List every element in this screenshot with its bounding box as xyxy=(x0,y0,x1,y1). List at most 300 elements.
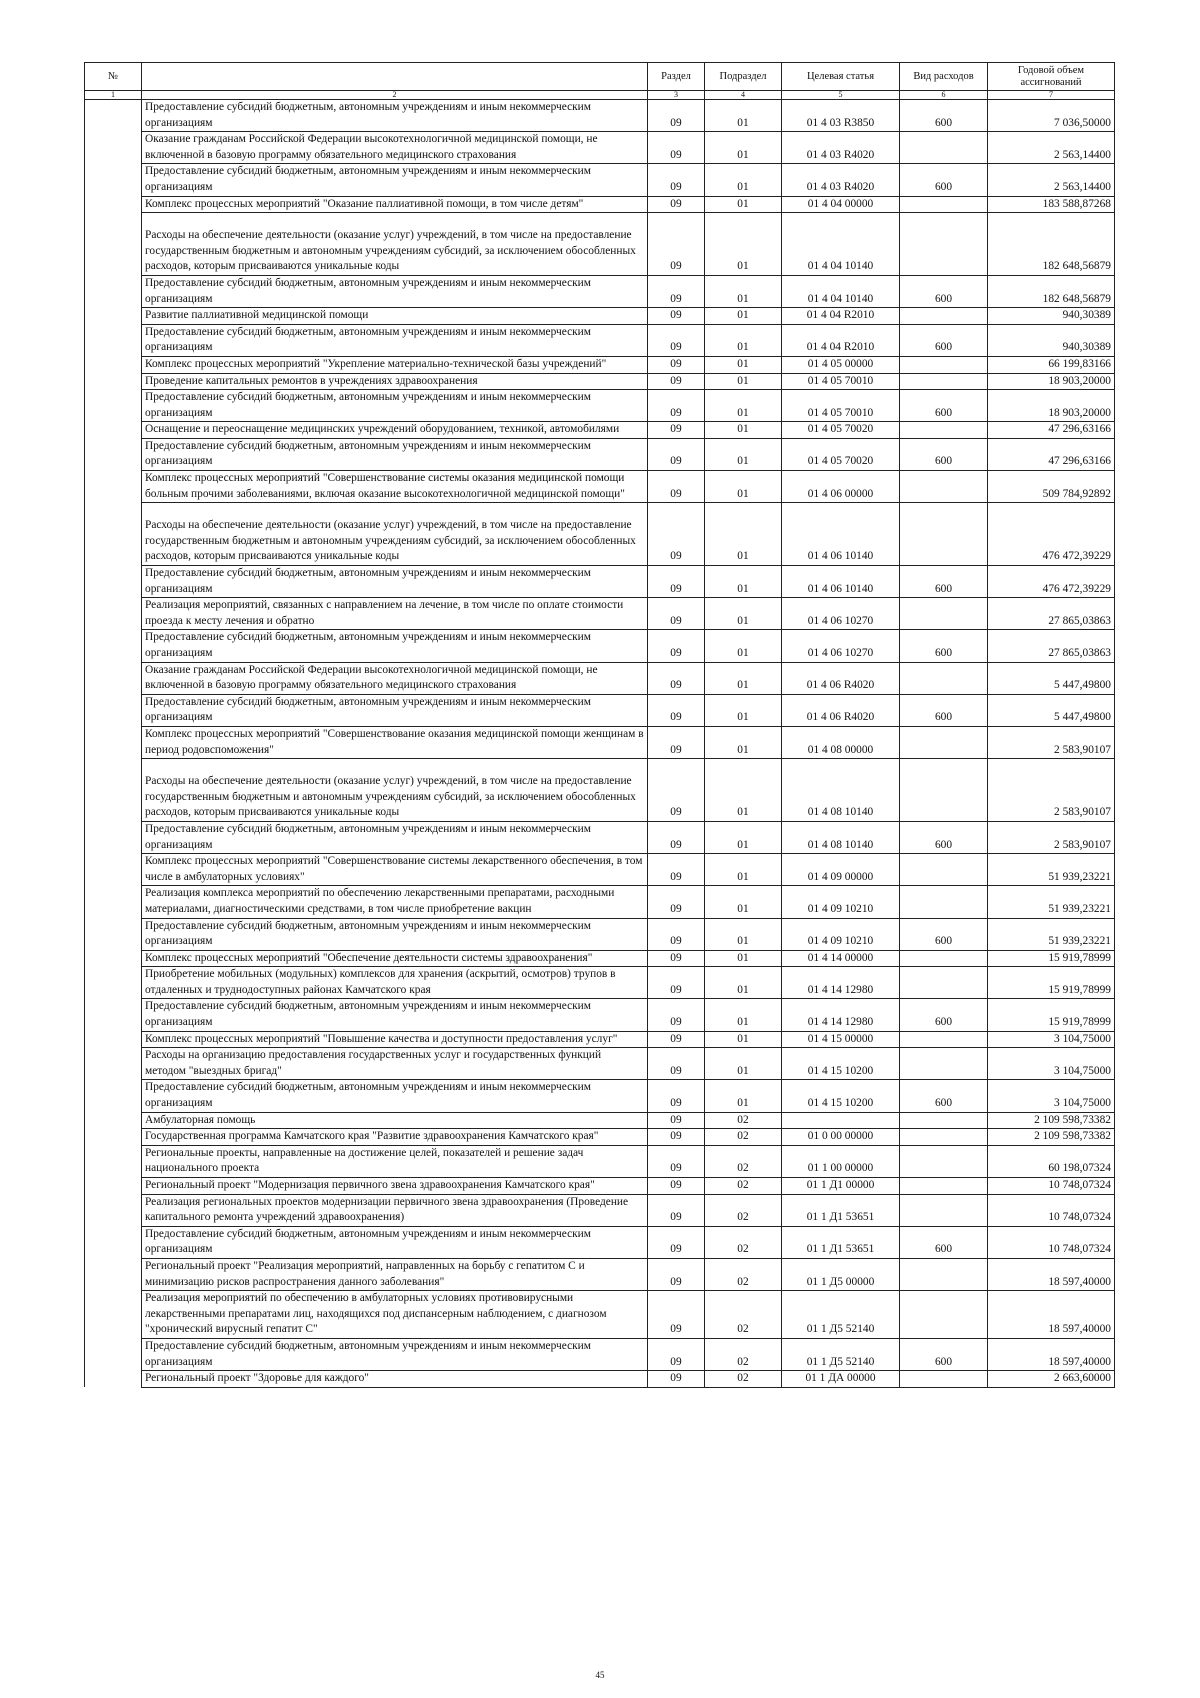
table-row xyxy=(85,100,1115,132)
budget-table-sheet xyxy=(84,62,1114,1388)
row-podrazdel-cell: 02 xyxy=(705,1194,782,1226)
row-sum-cell: 27 865,03863 xyxy=(988,630,1115,662)
row-razdel-cell: 09 xyxy=(648,1194,705,1226)
row-name-cell: Предоставление субсидий бюджетным, автономным учреждениям и иным некоммерческим организациям xyxy=(142,100,648,132)
row-num-cell xyxy=(85,1338,142,1370)
row-cs-cell: 01 4 06 10270 xyxy=(782,630,900,662)
colnum-6: 6 xyxy=(900,91,988,100)
row-name-cell: Государственная программа Камчатского края "Развитие здравоохранения Камчатского края" xyxy=(142,1129,648,1146)
row-sum-cell: 27 865,03863 xyxy=(988,598,1115,630)
row-razdel-cell: 09 xyxy=(648,471,705,503)
row-num-cell xyxy=(85,471,142,503)
row-vid-cell: 600 xyxy=(900,324,988,356)
row-razdel-cell: 09 xyxy=(648,356,705,373)
row-num-cell xyxy=(85,164,142,196)
row-sum-cell: 18 597,40000 xyxy=(988,1258,1115,1290)
row-vid-cell xyxy=(900,1194,988,1226)
row-name-cell: Проведение капитальных ремонтов в учреждениях здравоохранения xyxy=(142,373,648,390)
table-row xyxy=(85,1129,1115,1146)
row-podrazdel-cell: 01 xyxy=(705,471,782,503)
row-name-cell: Предоставление субсидий бюджетным, автономным учреждениям и иным некоммерческим организациям xyxy=(142,566,648,598)
row-podrazdel-cell: 01 xyxy=(705,390,782,422)
table-row xyxy=(85,1194,1115,1226)
row-podrazdel-cell: 01 xyxy=(705,373,782,390)
row-num-cell xyxy=(85,1112,142,1129)
table-row xyxy=(85,918,1115,950)
row-num-cell xyxy=(85,1048,142,1080)
row-num-cell xyxy=(85,1031,142,1048)
row-cs-cell: 01 4 14 12980 xyxy=(782,967,900,999)
row-vid-cell: 600 xyxy=(900,1338,988,1370)
table-row xyxy=(85,1338,1115,1370)
row-razdel-cell: 09 xyxy=(648,196,705,213)
row-vid-cell xyxy=(900,1031,988,1048)
header-name xyxy=(142,63,648,91)
row-cs-cell: 01 0 00 00000 xyxy=(782,1129,900,1146)
row-vid-cell xyxy=(900,886,988,918)
row-podrazdel-cell: 01 xyxy=(705,196,782,213)
row-razdel-cell: 09 xyxy=(648,324,705,356)
row-num-cell xyxy=(85,694,142,726)
row-name-cell: Расходы на обеспечение деятельности (оказание услуг) учреждений, в том числе на предоставление государственным бюджетным и автономным учреждениям субсидий, за исключением обособленных расходов, которым присваиваются уникальные коды xyxy=(142,759,648,822)
row-name-cell: Расходы на организацию предоставления государственных услуг и государственных функций методом "выездных бригад" xyxy=(142,1048,648,1080)
row-razdel-cell: 09 xyxy=(648,662,705,694)
row-name-cell: Региональный проект "Здоровье для каждого" xyxy=(142,1371,648,1388)
row-podrazdel-cell: 01 xyxy=(705,726,782,758)
row-sum-cell: 3 104,75000 xyxy=(988,1080,1115,1112)
row-razdel-cell: 09 xyxy=(648,503,705,566)
row-sum-cell: 3 104,75000 xyxy=(988,1048,1115,1080)
row-sum-cell: 15 919,78999 xyxy=(988,950,1115,967)
row-num-cell xyxy=(85,503,142,566)
row-name-cell: Предоставление субсидий бюджетным, автономным учреждениям и иным некоммерческим организациям xyxy=(142,1226,648,1258)
row-sum-cell: 940,30389 xyxy=(988,324,1115,356)
table-row xyxy=(85,821,1115,853)
row-num-cell xyxy=(85,1291,142,1339)
row-razdel-cell: 09 xyxy=(648,164,705,196)
row-vid-cell xyxy=(900,1145,988,1177)
row-sum-cell: 5 447,49800 xyxy=(988,662,1115,694)
header-sum: Годовой объем ассигнований xyxy=(988,63,1115,91)
row-sum-cell: 2 563,14400 xyxy=(988,132,1115,164)
row-num-cell xyxy=(85,324,142,356)
row-podrazdel-cell: 02 xyxy=(705,1258,782,1290)
row-cs-cell: 01 1 00 00000 xyxy=(782,1145,900,1177)
row-name-cell: Предоставление субсидий бюджетным, автономным учреждениям и иным некоммерческим организациям xyxy=(142,390,648,422)
row-razdel-cell: 09 xyxy=(648,308,705,325)
table-row xyxy=(85,1258,1115,1290)
row-sum-cell: 940,30389 xyxy=(988,308,1115,325)
table-row xyxy=(85,471,1115,503)
row-name-cell: Комплекс процессных мероприятий "Оказание паллиативной помощи, в том числе детям" xyxy=(142,196,648,213)
row-podrazdel-cell: 01 xyxy=(705,356,782,373)
row-cs-cell: 01 4 04 00000 xyxy=(782,196,900,213)
row-name-cell: Предоставление субсидий бюджетным, автономным учреждениям и иным некоммерческим организациям xyxy=(142,438,648,470)
row-razdel-cell: 09 xyxy=(648,213,705,276)
header-celevaya: Целевая статья xyxy=(782,63,900,91)
row-podrazdel-cell: 01 xyxy=(705,132,782,164)
row-name-cell: Региональный проект "Модернизация первичного звена здравоохранения Камчатского края" xyxy=(142,1178,648,1195)
row-sum-cell: 183 588,87268 xyxy=(988,196,1115,213)
row-num-cell xyxy=(85,886,142,918)
row-sum-cell: 182 648,56879 xyxy=(988,213,1115,276)
row-cs-cell: 01 1 ДА 00000 xyxy=(782,1371,900,1388)
row-podrazdel-cell: 01 xyxy=(705,308,782,325)
row-sum-cell: 18 597,40000 xyxy=(988,1291,1115,1339)
row-podrazdel-cell: 01 xyxy=(705,759,782,822)
row-cs-cell: 01 4 09 00000 xyxy=(782,854,900,886)
row-sum-cell: 2 563,14400 xyxy=(988,164,1115,196)
row-vid-cell: 600 xyxy=(900,694,988,726)
row-cs-cell: 01 1 Д1 00000 xyxy=(782,1178,900,1195)
row-razdel-cell: 09 xyxy=(648,598,705,630)
row-vid-cell xyxy=(900,1048,988,1080)
row-podrazdel-cell: 01 xyxy=(705,854,782,886)
row-podrazdel-cell: 01 xyxy=(705,999,782,1031)
row-razdel-cell: 09 xyxy=(648,999,705,1031)
table-header-row xyxy=(85,63,1115,91)
row-razdel-cell: 09 xyxy=(648,918,705,950)
row-sum-cell: 51 939,23221 xyxy=(988,918,1115,950)
row-razdel-cell: 09 xyxy=(648,1226,705,1258)
row-cs-cell: 01 4 04 10140 xyxy=(782,213,900,276)
row-vid-cell xyxy=(900,967,988,999)
row-vid-cell xyxy=(900,196,988,213)
row-vid-cell xyxy=(900,950,988,967)
row-razdel-cell: 09 xyxy=(648,1371,705,1388)
row-vid-cell xyxy=(900,1178,988,1195)
row-name-cell: Комплекс процессных мероприятий "Повышение качества и доступности предоставления услуг" xyxy=(142,1031,648,1048)
row-razdel-cell: 09 xyxy=(648,373,705,390)
row-podrazdel-cell: 01 xyxy=(705,598,782,630)
row-sum-cell: 18 903,20000 xyxy=(988,373,1115,390)
row-vid-cell xyxy=(900,1112,988,1129)
row-vid-cell: 600 xyxy=(900,1080,988,1112)
row-vid-cell xyxy=(900,422,988,439)
row-sum-cell: 2 109 598,73382 xyxy=(988,1112,1115,1129)
table-row xyxy=(85,630,1115,662)
row-podrazdel-cell: 01 xyxy=(705,503,782,566)
row-num-cell xyxy=(85,1226,142,1258)
row-sum-cell: 47 296,63166 xyxy=(988,422,1115,439)
table-row xyxy=(85,373,1115,390)
row-cs-cell: 01 4 04 R2010 xyxy=(782,324,900,356)
row-razdel-cell: 09 xyxy=(648,1080,705,1112)
row-razdel-cell: 09 xyxy=(648,886,705,918)
header-podrazdel: Подраздел xyxy=(705,63,782,91)
row-podrazdel-cell: 01 xyxy=(705,422,782,439)
table-row xyxy=(85,566,1115,598)
row-num-cell xyxy=(85,1178,142,1195)
row-razdel-cell: 09 xyxy=(648,967,705,999)
row-cs-cell: 01 1 Д5 52140 xyxy=(782,1338,900,1370)
row-vid-cell xyxy=(900,854,988,886)
row-cs-cell: 01 4 06 10140 xyxy=(782,566,900,598)
row-vid-cell xyxy=(900,1371,988,1388)
row-num-cell xyxy=(85,275,142,307)
table-row xyxy=(85,854,1115,886)
row-name-cell: Предоставление субсидий бюджетным, автономным учреждениям и иным некоммерческим организациям xyxy=(142,1080,648,1112)
row-num-cell xyxy=(85,1371,142,1388)
row-razdel-cell: 09 xyxy=(648,1291,705,1339)
row-num-cell xyxy=(85,438,142,470)
row-cs-cell: 01 4 05 70020 xyxy=(782,422,900,439)
row-num-cell xyxy=(85,950,142,967)
row-cs-cell: 01 4 05 70020 xyxy=(782,438,900,470)
table-body xyxy=(85,100,1115,1388)
table-row xyxy=(85,275,1115,307)
row-num-cell xyxy=(85,1080,142,1112)
row-razdel-cell: 09 xyxy=(648,854,705,886)
row-cs-cell: 01 4 08 00000 xyxy=(782,726,900,758)
row-razdel-cell: 09 xyxy=(648,726,705,758)
row-vid-cell: 600 xyxy=(900,1226,988,1258)
row-cs-cell: 01 4 06 10140 xyxy=(782,503,900,566)
table-row xyxy=(85,196,1115,213)
row-vid-cell xyxy=(900,598,988,630)
row-num-cell xyxy=(85,967,142,999)
row-cs-cell: 01 4 04 10140 xyxy=(782,275,900,307)
row-sum-cell: 18 597,40000 xyxy=(988,1338,1115,1370)
header-vid: Вид расходов xyxy=(900,63,988,91)
row-name-cell: Расходы на обеспечение деятельности (оказание услуг) учреждений, в том числе на предоставление государственным бюджетным и автономным учреждениям субсидий, за исключением обособленных расходов, которым присваиваются уникальные коды xyxy=(142,213,648,276)
row-razdel-cell: 09 xyxy=(648,422,705,439)
row-name-cell: Комплекс процессных мероприятий "Укрепление материально-технической базы учреждений" xyxy=(142,356,648,373)
row-sum-cell: 2 583,90107 xyxy=(988,726,1115,758)
row-podrazdel-cell: 02 xyxy=(705,1226,782,1258)
row-podrazdel-cell: 01 xyxy=(705,694,782,726)
row-num-cell xyxy=(85,100,142,132)
column-number-row xyxy=(85,91,1115,100)
row-podrazdel-cell: 01 xyxy=(705,1031,782,1048)
row-podrazdel-cell: 02 xyxy=(705,1129,782,1146)
row-razdel-cell: 09 xyxy=(648,566,705,598)
row-cs-cell: 01 4 03 R4020 xyxy=(782,132,900,164)
row-cs-cell: 01 4 05 70010 xyxy=(782,373,900,390)
row-podrazdel-cell: 01 xyxy=(705,566,782,598)
table-row xyxy=(85,967,1115,999)
table-row xyxy=(85,438,1115,470)
row-vid-cell: 600 xyxy=(900,390,988,422)
row-vid-cell: 600 xyxy=(900,999,988,1031)
table-row xyxy=(85,726,1115,758)
row-name-cell: Оказание гражданам Российской Федерации высокотехнологичной медицинской помощи, не включенной в базовую программу обязательного медицинского страхования xyxy=(142,132,648,164)
row-vid-cell xyxy=(900,759,988,822)
row-num-cell xyxy=(85,422,142,439)
row-razdel-cell: 09 xyxy=(648,1129,705,1146)
row-cs-cell: 01 4 15 10200 xyxy=(782,1080,900,1112)
row-name-cell: Реализация региональных проектов модернизации первичного звена здравоохранения (Проведение капитального ремонта учреждений здравоохранения) xyxy=(142,1194,648,1226)
row-num-cell xyxy=(85,390,142,422)
row-sum-cell: 15 919,78999 xyxy=(988,967,1115,999)
colnum-2: 2 xyxy=(142,91,648,100)
row-vid-cell xyxy=(900,373,988,390)
row-sum-cell: 2 109 598,73382 xyxy=(988,1129,1115,1146)
row-cs-cell: 01 4 03 R3850 xyxy=(782,100,900,132)
row-podrazdel-cell: 01 xyxy=(705,1080,782,1112)
row-podrazdel-cell: 01 xyxy=(705,630,782,662)
row-podrazdel-cell: 02 xyxy=(705,1145,782,1177)
row-vid-cell: 600 xyxy=(900,566,988,598)
row-vid-cell: 600 xyxy=(900,630,988,662)
row-vid-cell xyxy=(900,213,988,276)
row-razdel-cell: 09 xyxy=(648,1145,705,1177)
row-num-cell xyxy=(85,1258,142,1290)
budget-table xyxy=(84,62,1115,1388)
row-name-cell: Предоставление субсидий бюджетным, автономным учреждениям и иным некоммерческим организациям xyxy=(142,630,648,662)
row-sum-cell: 66 199,83166 xyxy=(988,356,1115,373)
row-vid-cell: 600 xyxy=(900,821,988,853)
colnum-7: 7 xyxy=(988,91,1115,100)
row-cs-cell: 01 4 05 70010 xyxy=(782,390,900,422)
row-razdel-cell: 09 xyxy=(648,1031,705,1048)
row-cs-cell: 01 4 15 10200 xyxy=(782,1048,900,1080)
row-podrazdel-cell: 01 xyxy=(705,918,782,950)
row-num-cell xyxy=(85,213,142,276)
row-num-cell xyxy=(85,308,142,325)
row-name-cell: Региональные проекты, направленные на достижение целей, показателей и решение задач национального проекта xyxy=(142,1145,648,1177)
row-podrazdel-cell: 01 xyxy=(705,821,782,853)
row-name-cell: Предоставление субсидий бюджетным, автономным учреждениям и иным некоммерческим организациям xyxy=(142,999,648,1031)
row-podrazdel-cell: 01 xyxy=(705,1048,782,1080)
row-razdel-cell: 09 xyxy=(648,694,705,726)
row-cs-cell: 01 4 05 00000 xyxy=(782,356,900,373)
row-cs-cell: 01 4 06 R4020 xyxy=(782,662,900,694)
row-vid-cell xyxy=(900,1258,988,1290)
table-row xyxy=(85,164,1115,196)
row-name-cell: Предоставление субсидий бюджетным, автономным учреждениям и иным некоммерческим организациям xyxy=(142,275,648,307)
table-row xyxy=(85,390,1115,422)
row-name-cell: Комплекс процессных мероприятий "Обеспечение деятельности системы здравоохранения" xyxy=(142,950,648,967)
row-num-cell xyxy=(85,662,142,694)
table-row xyxy=(85,598,1115,630)
row-name-cell: Предоставление субсидий бюджетным, автономным учреждениям и иным некоммерческим организациям xyxy=(142,1338,648,1370)
row-num-cell xyxy=(85,1194,142,1226)
row-sum-cell: 476 472,39229 xyxy=(988,503,1115,566)
row-podrazdel-cell: 01 xyxy=(705,950,782,967)
row-num-cell xyxy=(85,356,142,373)
row-podrazdel-cell: 01 xyxy=(705,324,782,356)
row-vid-cell xyxy=(900,308,988,325)
row-razdel-cell: 09 xyxy=(648,275,705,307)
row-sum-cell: 18 903,20000 xyxy=(988,390,1115,422)
table-row xyxy=(85,1226,1115,1258)
row-podrazdel-cell: 01 xyxy=(705,213,782,276)
row-name-cell: Региональный проект "Реализация мероприятий, направленных на борьбу с гепатитом С и минимизацию рисков распространения данного заболевания" xyxy=(142,1258,648,1290)
row-sum-cell: 60 198,07324 xyxy=(988,1145,1115,1177)
table-row xyxy=(85,886,1115,918)
table-row xyxy=(85,1031,1115,1048)
table-row xyxy=(85,1048,1115,1080)
row-sum-cell: 10 748,07324 xyxy=(988,1226,1115,1258)
row-num-cell xyxy=(85,999,142,1031)
row-sum-cell: 7 036,50000 xyxy=(988,100,1115,132)
row-sum-cell: 51 939,23221 xyxy=(988,854,1115,886)
row-name-cell: Предоставление субсидий бюджетным, автономным учреждениям и иным некоммерческим организациям xyxy=(142,164,648,196)
row-podrazdel-cell: 01 xyxy=(705,164,782,196)
row-cs-cell: 01 4 08 10140 xyxy=(782,821,900,853)
row-name-cell: Предоставление субсидий бюджетным, автономным учреждениям и иным некоммерческим организациям xyxy=(142,821,648,853)
row-vid-cell xyxy=(900,356,988,373)
row-cs-cell: 01 1 Д1 53651 xyxy=(782,1194,900,1226)
row-vid-cell: 600 xyxy=(900,918,988,950)
row-vid-cell xyxy=(900,726,988,758)
table-row xyxy=(85,662,1115,694)
table-row xyxy=(85,213,1115,276)
table-row xyxy=(85,1291,1115,1339)
table-row xyxy=(85,1178,1115,1195)
row-name-cell: Комплекс процессных мероприятий "Совершенствование системы лекарственного обеспечения, в том числе в амбулаторных условиях" xyxy=(142,854,648,886)
row-sum-cell: 15 919,78999 xyxy=(988,999,1115,1031)
row-cs-cell: 01 4 09 10210 xyxy=(782,886,900,918)
row-sum-cell: 5 447,49800 xyxy=(988,694,1115,726)
row-podrazdel-cell: 01 xyxy=(705,967,782,999)
row-sum-cell: 182 648,56879 xyxy=(988,275,1115,307)
colnum-3: 3 xyxy=(648,91,705,100)
row-sum-cell: 509 784,92892 xyxy=(988,471,1115,503)
row-razdel-cell: 09 xyxy=(648,1338,705,1370)
row-name-cell: Комплекс процессных мероприятий "Совершенствование системы оказания медицинской помощи больным прочими заболеваниями, включая оказание высокотехнологичной медицинской помощи" xyxy=(142,471,648,503)
row-vid-cell: 600 xyxy=(900,275,988,307)
row-razdel-cell: 09 xyxy=(648,950,705,967)
row-cs-cell: 01 4 06 10270 xyxy=(782,598,900,630)
page-number: 45 xyxy=(595,1670,605,1680)
header-razdel: Раздел xyxy=(648,63,705,91)
row-num-cell xyxy=(85,566,142,598)
row-name-cell: Оказание гражданам Российской Федерации высокотехнологичной медицинской помощи, не включенной в базовую программу обязательного медицинского страхования xyxy=(142,662,648,694)
row-podrazdel-cell: 01 xyxy=(705,275,782,307)
row-razdel-cell: 09 xyxy=(648,1258,705,1290)
row-num-cell xyxy=(85,1145,142,1177)
colnum-1: 1 xyxy=(85,91,142,100)
table-row xyxy=(85,356,1115,373)
row-cs-cell: 01 4 14 00000 xyxy=(782,950,900,967)
row-razdel-cell: 09 xyxy=(648,390,705,422)
row-podrazdel-cell: 01 xyxy=(705,438,782,470)
row-cs-cell: 01 4 08 10140 xyxy=(782,759,900,822)
row-vid-cell: 600 xyxy=(900,438,988,470)
row-sum-cell: 2 583,90107 xyxy=(988,759,1115,822)
row-podrazdel-cell: 01 xyxy=(705,662,782,694)
row-num-cell xyxy=(85,821,142,853)
row-podrazdel-cell: 02 xyxy=(705,1112,782,1129)
row-cs-cell: 01 4 03 R4020 xyxy=(782,164,900,196)
row-cs-cell: 01 4 15 00000 xyxy=(782,1031,900,1048)
row-razdel-cell: 09 xyxy=(648,1112,705,1129)
row-vid-cell xyxy=(900,1129,988,1146)
row-podrazdel-cell: 01 xyxy=(705,100,782,132)
table-row xyxy=(85,999,1115,1031)
row-num-cell xyxy=(85,598,142,630)
row-sum-cell: 10 748,07324 xyxy=(988,1178,1115,1195)
row-num-cell xyxy=(85,726,142,758)
table-row xyxy=(85,950,1115,967)
row-num-cell xyxy=(85,1129,142,1146)
header-num: № xyxy=(85,63,142,91)
table-row xyxy=(85,1371,1115,1388)
row-podrazdel-cell: 02 xyxy=(705,1291,782,1339)
row-name-cell: Предоставление субсидий бюджетным, автономным учреждениям и иным некоммерческим организациям xyxy=(142,918,648,950)
row-sum-cell: 51 939,23221 xyxy=(988,886,1115,918)
row-cs-cell: 01 1 Д5 00000 xyxy=(782,1258,900,1290)
row-podrazdel-cell: 01 xyxy=(705,886,782,918)
row-razdel-cell: 09 xyxy=(648,100,705,132)
row-num-cell xyxy=(85,196,142,213)
row-sum-cell: 2 663,60000 xyxy=(988,1371,1115,1388)
row-name-cell: Амбулаторная помощь xyxy=(142,1112,648,1129)
row-razdel-cell: 09 xyxy=(648,759,705,822)
row-num-cell xyxy=(85,759,142,822)
